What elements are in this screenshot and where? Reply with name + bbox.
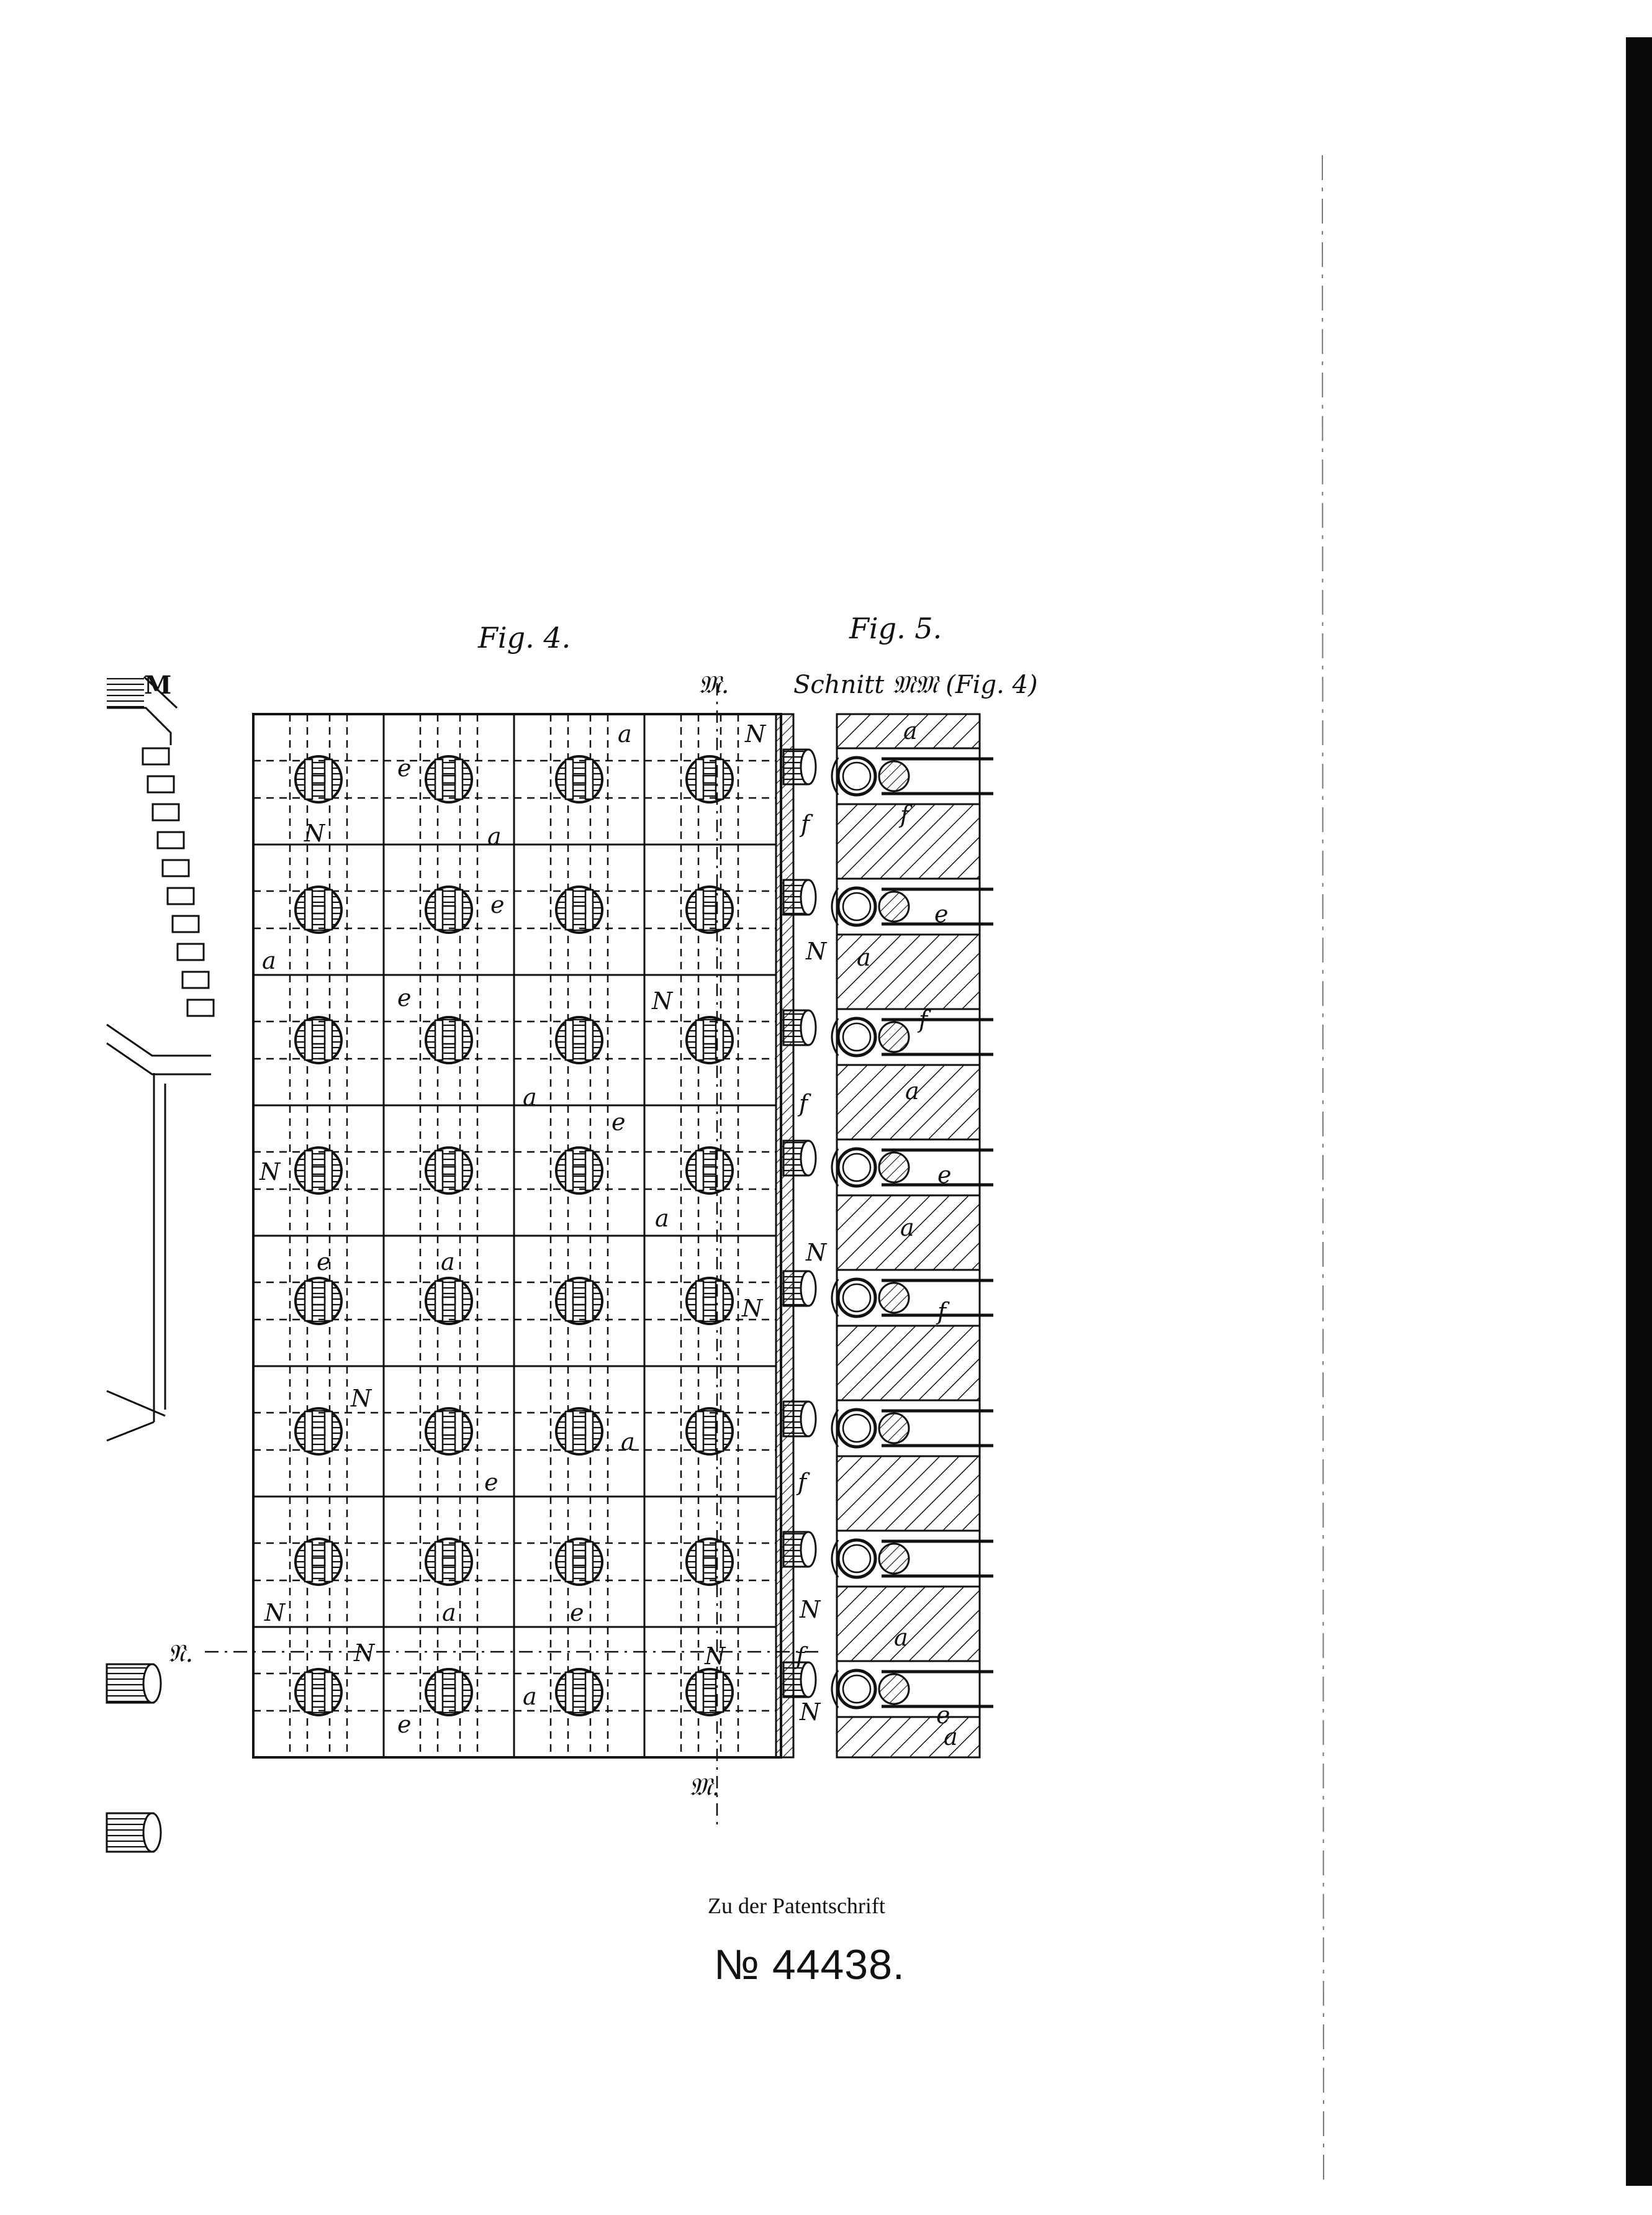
nozzle-opening <box>426 1408 472 1454</box>
fitting-crossbar <box>573 1558 585 1565</box>
page-margin-line <box>1322 155 1324 2186</box>
part-label: a <box>900 1214 914 1241</box>
fitting-crossbar <box>443 1167 455 1174</box>
fitting-bar-left <box>435 1672 443 1712</box>
fitting-crossbar <box>312 1167 325 1174</box>
fitting-bar-left <box>696 1542 703 1582</box>
part-label: e <box>937 1161 952 1189</box>
nozzle-opening <box>296 1278 341 1324</box>
nozzle-tip <box>783 880 816 915</box>
fitting-bar-right <box>585 1020 593 1060</box>
nozzle-opening <box>687 1148 733 1194</box>
part-label: e <box>936 1701 950 1729</box>
fitting-bar-left <box>696 1020 703 1060</box>
part-label: e <box>570 1599 584 1626</box>
fitting-bar-right <box>455 1411 463 1451</box>
nozzle-opening <box>556 756 602 802</box>
nozzle-tip-end <box>801 1141 816 1175</box>
part-label: e <box>934 900 949 928</box>
fitting-crossbar <box>443 906 455 913</box>
nozzle-opening <box>556 1017 602 1063</box>
fitting-crossbar <box>312 1688 325 1696</box>
nozzle-opening <box>426 756 472 802</box>
part-label: a <box>487 823 502 850</box>
nozzle-tip-end <box>801 880 816 915</box>
part-label: a <box>441 1248 455 1275</box>
fitting-bar-left <box>566 759 573 799</box>
fitting-crossbar <box>312 1036 325 1044</box>
fitting-crossbar <box>703 1428 716 1435</box>
fitting-bar-left <box>566 1672 573 1712</box>
fig4-title: Fig. 4. <box>478 621 571 655</box>
fitting-bar-left <box>305 1281 312 1321</box>
part-label: e <box>490 891 505 918</box>
fig5-title: Fig. 5. <box>849 612 942 645</box>
part-label: a <box>655 1205 669 1232</box>
nozzle-opening <box>687 1278 733 1324</box>
fitting-crossbar <box>573 1167 585 1174</box>
nozzle-opening <box>556 1148 602 1194</box>
nozzle-opening <box>426 887 472 933</box>
fitting-bar-right <box>455 890 463 930</box>
nozzle-opening <box>296 1017 341 1063</box>
part-label: e <box>397 984 412 1012</box>
nozzle-opening <box>687 1408 733 1454</box>
fig5-pipe-inner <box>843 1415 870 1442</box>
section-mark-bottom: 𝔐. <box>689 1773 720 1801</box>
nozzle-opening <box>556 1278 602 1324</box>
fitting-bar-right <box>585 759 593 799</box>
nozzle-opening <box>426 1539 472 1585</box>
fitting-crossbar <box>573 776 585 783</box>
part-label: a <box>944 1723 958 1751</box>
fitting-crossbar <box>312 1558 325 1565</box>
nozzle-opening <box>296 1148 341 1194</box>
caption: Zu der Patentschrift <box>708 1893 885 1918</box>
part-label: N <box>705 1642 726 1670</box>
fitting-crossbar <box>703 1688 716 1696</box>
part-label: a <box>262 947 276 974</box>
fitting-bar-left <box>435 1281 443 1321</box>
fig5-pipe-inner <box>843 1154 870 1181</box>
fig5-pipe-inner <box>843 893 870 920</box>
part-label: N <box>264 1599 286 1626</box>
fitting-bar-right <box>455 1151 463 1190</box>
nozzle-opening <box>687 887 733 933</box>
nozzle-opening <box>296 1669 341 1715</box>
fitting-bar-right <box>455 1281 463 1321</box>
fitting-crossbar <box>443 1428 455 1435</box>
part-label: N <box>800 1698 821 1726</box>
fitting-bar-left <box>566 1281 573 1321</box>
fitting-crossbar <box>312 776 325 783</box>
fitting-bar-right <box>585 1672 593 1712</box>
fitting-bar-left <box>435 1151 443 1190</box>
fitting-bar-left <box>435 1020 443 1060</box>
nozzle-opening <box>296 1539 341 1585</box>
fitting-bar-left <box>566 1151 573 1190</box>
fitting-crossbar <box>573 906 585 913</box>
part-label: a <box>523 1084 537 1111</box>
fig5-plug <box>879 1283 909 1313</box>
part-label: N <box>351 1385 372 1412</box>
fig5-tube-row <box>832 1400 993 1456</box>
fitting-crossbar <box>443 776 455 783</box>
fitting-bar-left <box>696 890 703 930</box>
part-label: N <box>304 820 325 847</box>
nozzle-opening <box>296 1408 341 1454</box>
fitting-crossbar <box>443 1688 455 1696</box>
part-label: N <box>260 1158 281 1185</box>
fitting-bar-right <box>455 1672 463 1712</box>
fig5-pipe-inner <box>843 763 870 790</box>
part-label: f <box>799 1090 808 1117</box>
fig4-side-wall <box>776 714 793 1757</box>
fitting-crossbar <box>703 906 716 913</box>
fitting-crossbar <box>573 1688 585 1696</box>
fitting-bar-right <box>325 1672 332 1712</box>
fitting-crossbar <box>703 1297 716 1305</box>
fig5-plug <box>879 1022 909 1052</box>
fitting-bar-right <box>325 759 332 799</box>
part-label: N <box>742 1295 763 1322</box>
nozzle-opening <box>426 1017 472 1063</box>
fitting-bar-left <box>435 1411 443 1451</box>
part-label: a <box>894 1624 908 1651</box>
partial-left-figure <box>107 677 214 1441</box>
fitting-bar-right <box>455 1020 463 1060</box>
nozzle-tip <box>783 1402 816 1436</box>
fig5-plug <box>879 761 909 791</box>
part-label: e <box>317 1248 331 1275</box>
nozzle-opening <box>426 1148 472 1194</box>
part-label: N <box>800 1596 821 1623</box>
fig5-plug <box>879 1544 909 1574</box>
fig5-pipe-inner <box>843 1023 870 1051</box>
fitting-bar-left <box>696 1281 703 1321</box>
fig5-pipe-inner <box>843 1284 870 1311</box>
fitting-bar-left <box>696 1672 703 1712</box>
nozzle-opening <box>296 756 341 802</box>
nozzle-opening <box>556 1539 602 1585</box>
part-label: f <box>919 1006 928 1033</box>
fitting-bar-left <box>435 759 443 799</box>
fitting-bar-right <box>585 890 593 930</box>
fig5-section-label: Schnitt 𝔐𝔐 (Fig. 4) <box>793 671 1038 699</box>
nozzle-tip-end <box>801 1402 816 1436</box>
fitting-bar-left <box>566 890 573 930</box>
part-label: f <box>801 810 810 838</box>
fitting-bar-left <box>566 1542 573 1582</box>
fitting-bar-left <box>305 759 312 799</box>
nozzle-opening <box>556 1408 602 1454</box>
part-label: a <box>905 1077 919 1105</box>
part-label: a <box>442 1599 456 1626</box>
nozzle-opening <box>426 1669 472 1715</box>
fitting-bar-right <box>325 1542 332 1582</box>
nozzle-tip <box>783 1141 816 1175</box>
fitting-bar-right <box>325 890 332 930</box>
fig5-tube-row <box>832 1270 993 1326</box>
fitting-bar-right <box>585 1542 593 1582</box>
patent-number: № 44438. <box>714 1941 905 1988</box>
part-label: a <box>523 1683 537 1710</box>
nozzle-opening <box>556 1669 602 1715</box>
part-label: N <box>806 938 827 965</box>
fig5-plug <box>879 892 909 922</box>
nozzle-opening <box>687 756 733 802</box>
nozzle-tip <box>783 1271 816 1306</box>
fig5-pipe-inner <box>843 1675 870 1703</box>
fitting-bar-left <box>305 1542 312 1582</box>
fig5-tube-row <box>832 1531 993 1587</box>
part-label: f <box>798 1469 807 1496</box>
part-label: f <box>796 1642 805 1670</box>
nozzle-opening <box>296 887 341 933</box>
nozzle-tip-end <box>801 1271 816 1306</box>
nozzle-tip-end <box>801 1532 816 1567</box>
fitting-crossbar <box>573 1036 585 1044</box>
fitting-crossbar <box>703 776 716 783</box>
part-label: e <box>397 1711 412 1738</box>
part-label: f <box>937 1298 947 1325</box>
fitting-bar-left <box>305 890 312 930</box>
fitting-crossbar <box>312 1428 325 1435</box>
fitting-bar-right <box>585 1411 593 1451</box>
fitting-bar-left <box>566 1020 573 1060</box>
fitting-bar-right <box>325 1020 332 1060</box>
fitting-bar-left <box>435 890 443 930</box>
fitting-bar-left <box>696 1151 703 1190</box>
fig5-tube-row <box>832 879 993 935</box>
fig5-plug <box>879 1674 909 1704</box>
nozzle-tip-end <box>801 750 816 784</box>
part-label: f <box>900 801 910 828</box>
fitting-crossbar <box>573 1428 585 1435</box>
nozzle-tip <box>783 750 816 784</box>
fitting-bar-right <box>325 1281 332 1321</box>
fig5-plug <box>879 1413 909 1443</box>
fig5-pipe-inner <box>843 1545 870 1572</box>
fitting-bar-right <box>585 1281 593 1321</box>
part-label: a <box>903 717 918 745</box>
nozzle-tip <box>783 1532 816 1567</box>
part-label: a <box>857 944 871 971</box>
fitting-crossbar <box>312 1297 325 1305</box>
fitting-bar-right <box>455 759 463 799</box>
partial-left-fragments <box>107 1664 161 1852</box>
fitting-crossbar <box>443 1558 455 1565</box>
fig5-tube-row <box>832 1139 993 1195</box>
part-label: a <box>621 1428 635 1456</box>
fitting-crossbar <box>573 1297 585 1305</box>
fig5-tube-row <box>832 748 993 804</box>
partial-fig-label: M <box>144 671 172 700</box>
fitting-bar-left <box>566 1411 573 1451</box>
part-label: a <box>618 720 632 748</box>
fig5-tube-row <box>832 1661 993 1717</box>
fitting-bar-left <box>305 1411 312 1451</box>
nozzle-opening <box>687 1017 733 1063</box>
fitting-crossbar <box>703 1558 716 1565</box>
fitting-bar-right <box>325 1151 332 1190</box>
part-label: N <box>806 1239 827 1266</box>
fitting-bar-left <box>435 1542 443 1582</box>
fitting-bar-left <box>305 1020 312 1060</box>
part-label: N <box>745 720 766 748</box>
nozzle-opening <box>556 887 602 933</box>
fig5-plug <box>879 1153 909 1182</box>
fitting-crossbar <box>443 1297 455 1305</box>
part-label: e <box>612 1108 626 1136</box>
part-label: N <box>354 1639 375 1667</box>
part-label: N <box>652 987 673 1015</box>
part-label: e <box>397 754 412 782</box>
section-mark-top: 𝔐. <box>698 671 729 699</box>
nozzle-opening <box>687 1669 733 1715</box>
fitting-bar-left <box>305 1151 312 1190</box>
part-label: e <box>484 1469 499 1496</box>
fitting-bar-left <box>696 1411 703 1451</box>
fitting-crossbar <box>443 1036 455 1044</box>
fitting-crossbar <box>703 1036 716 1044</box>
fig5-tube-row <box>832 1009 993 1065</box>
fig4-grid <box>253 714 781 1757</box>
fitting-crossbar <box>703 1167 716 1174</box>
fitting-bar-right <box>585 1151 593 1190</box>
nozzle-opening <box>426 1278 472 1324</box>
fitting-crossbar <box>312 906 325 913</box>
nozzle-tip <box>783 1010 816 1045</box>
fitting-bar-right <box>455 1542 463 1582</box>
fitting-bar-left <box>305 1672 312 1712</box>
nozzle-opening <box>687 1539 733 1585</box>
fitting-bar-right <box>325 1411 332 1451</box>
section-mark-side: 𝔑. <box>168 1639 194 1668</box>
fitting-bar-left <box>696 759 703 799</box>
nozzle-tip-end <box>801 1010 816 1045</box>
